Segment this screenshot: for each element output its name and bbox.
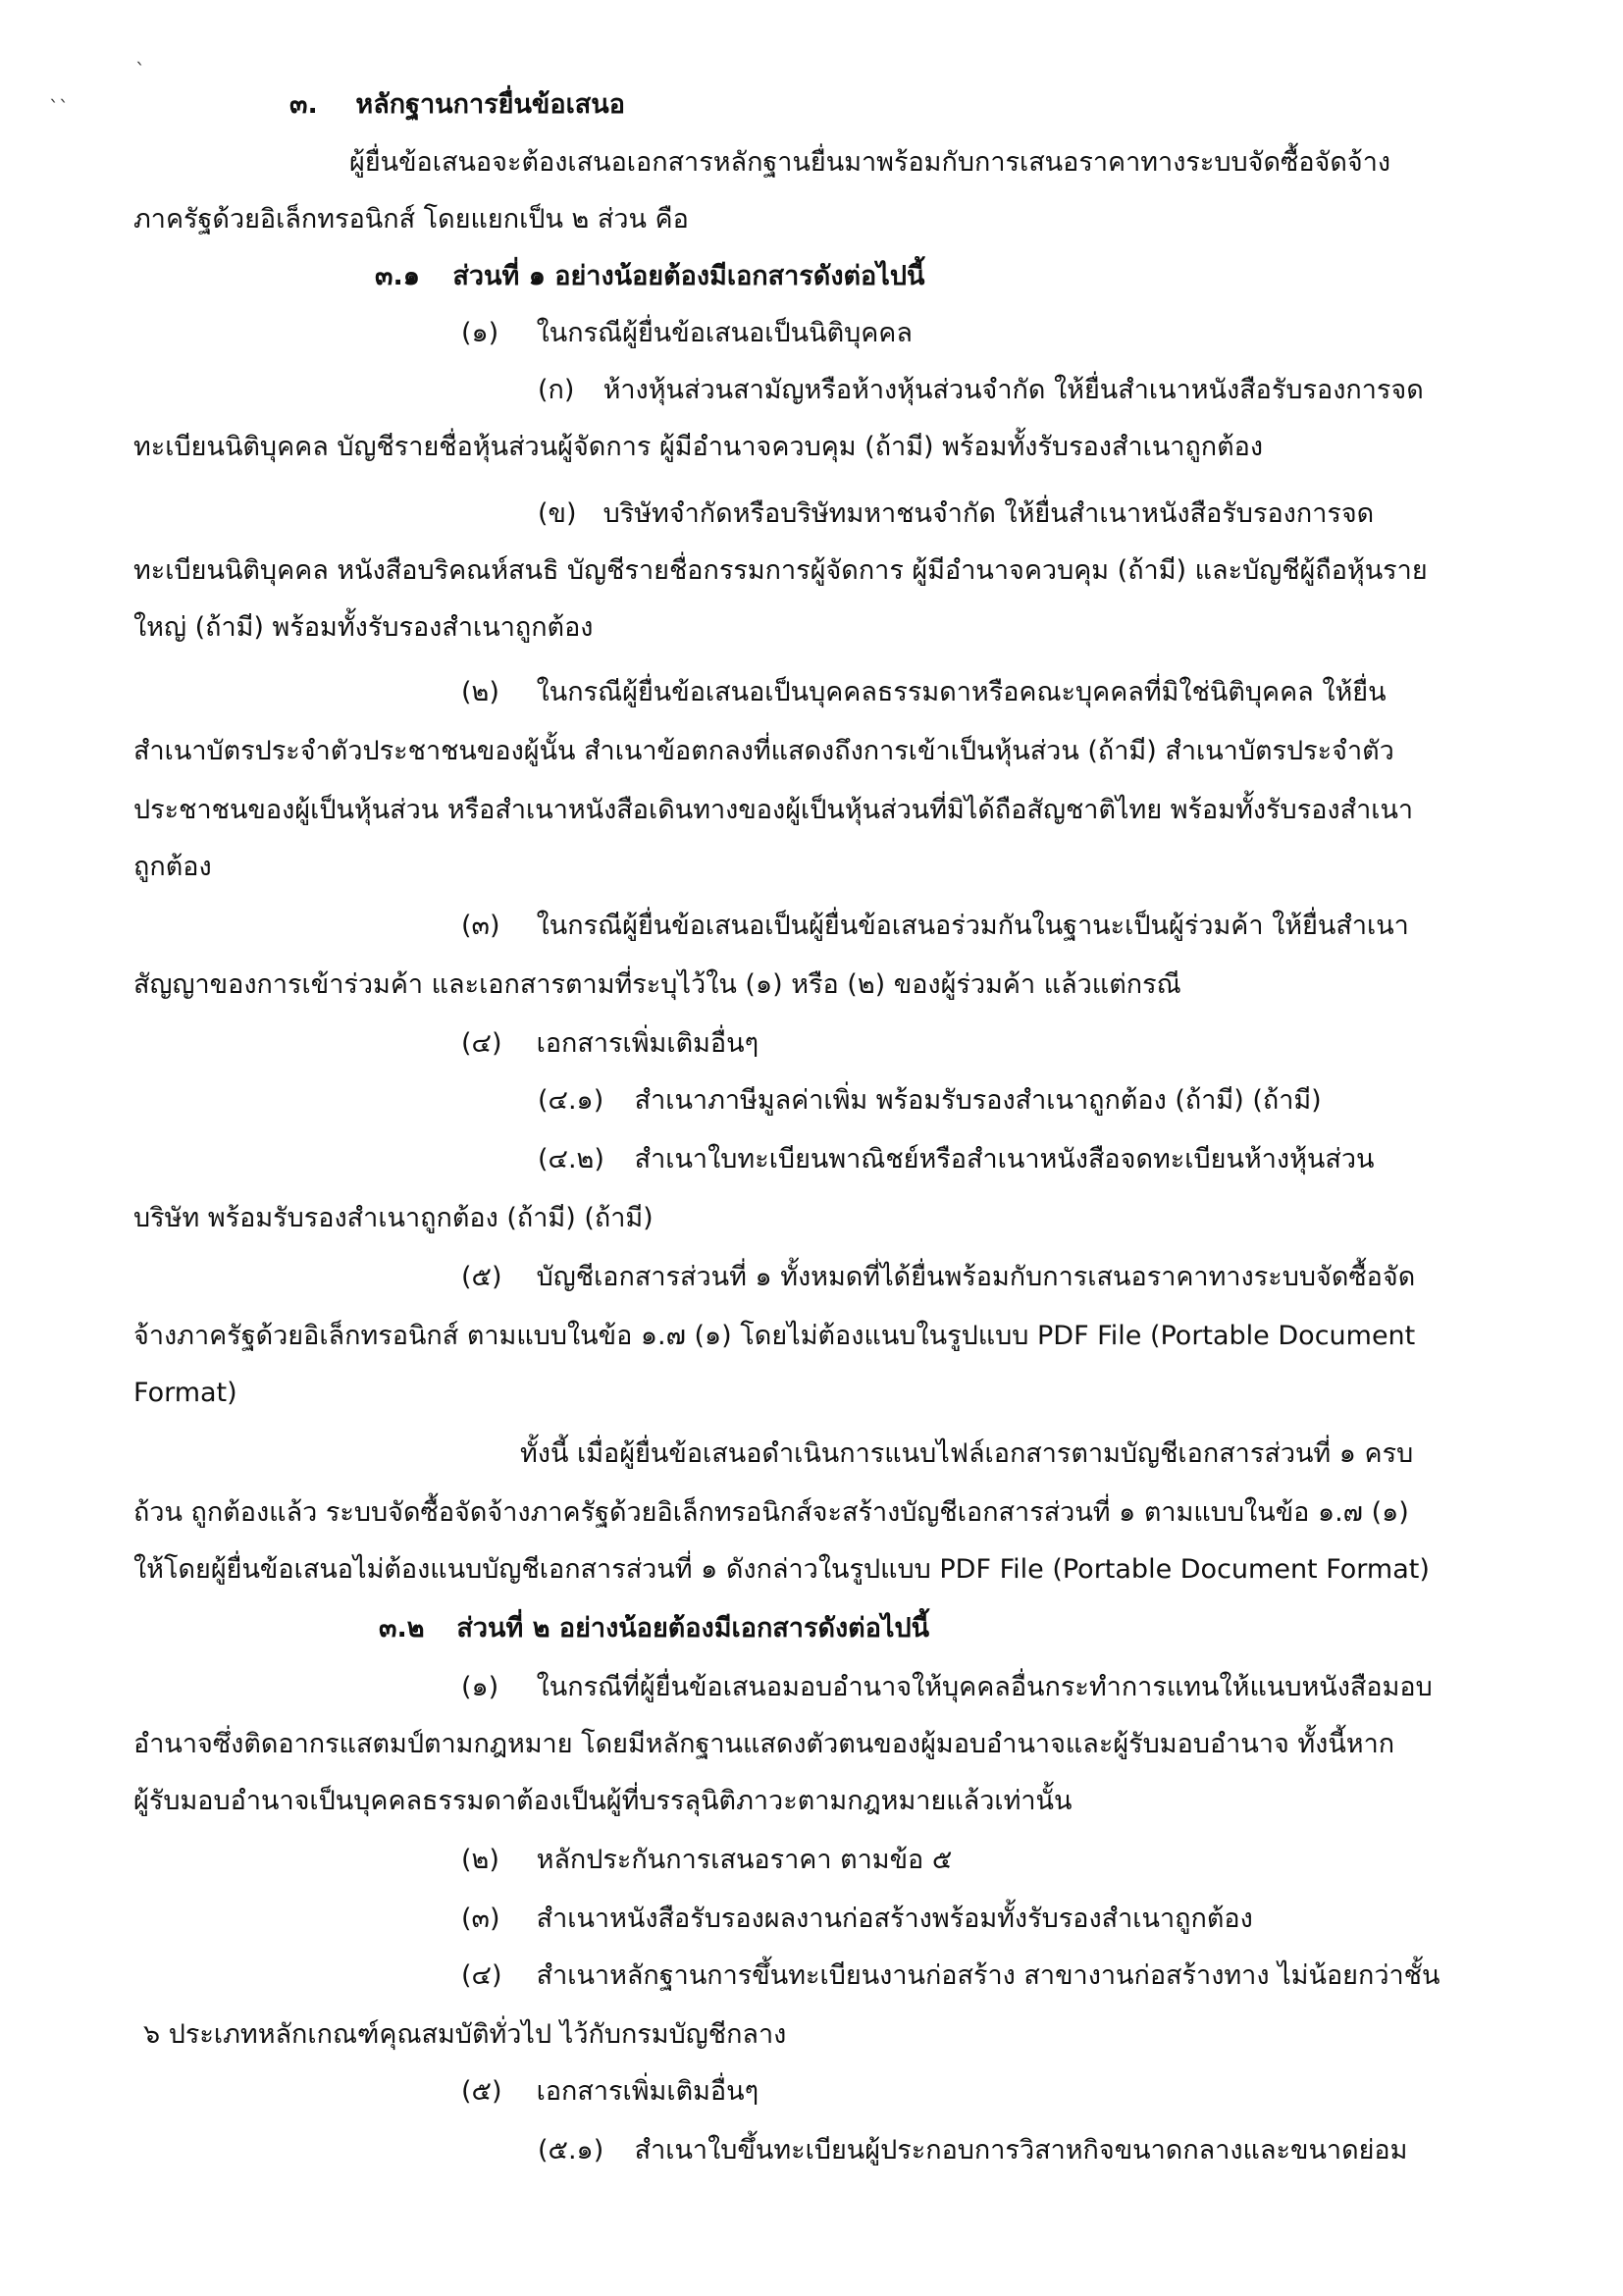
item-number: (๑) xyxy=(461,318,499,348)
item-text: สำเนาใบขึ้นทะเบียนผู้ประกอบการวิสาหกิจขนาดกลางและขนาดย่อม xyxy=(634,2135,1408,2166)
paragraph-line: ทั้งนี้ เมื่อผู้ยื่นข้อเสนอดำเนินการแนบไฟล์เอกสารตามบัญชีเอกสารส่วนที่ ๑ ครบ xyxy=(520,1438,1414,1469)
item-number: (๑) xyxy=(461,1672,499,1702)
subsection-title: ส่วนที่ ๒ อย่างน้อยต้องมีเอกสารดังต่อไปนี้ xyxy=(456,1613,930,1644)
list-item xyxy=(461,1258,1415,1297)
paragraph-line: ๖ ประเภทหลักเกณฑ์คุณสมบัติทั่วไป ไว้กับกรมบัญชีกลาง xyxy=(143,2019,787,2050)
list-item xyxy=(538,2131,1407,2170)
subsection-number: ๓.๒ xyxy=(379,1613,425,1644)
item-number: (๒) xyxy=(461,677,499,707)
item-number: (๕) xyxy=(461,2076,502,2107)
paragraph-line: ถูกต้อง xyxy=(133,852,212,882)
paragraph-line: ทะเบียนนิติบุคคล หนังสือบริคณห์สนธิ บัญชีรายชื่อกรรมการผู้จัดการ ผู้มีอำนาจควบคุม (ถ้ามี) และบัญชีผู้ถือหุ้นราย xyxy=(133,555,1428,586)
section-title: หลักฐานการยื่นข้อเสนอ xyxy=(355,89,625,120)
item-text: ห้างหุ้นส่วนสามัญหรือห้างหุ้นส่วนจำกัด ให้ยื่นสำเนาหนังสือรับรองการจด xyxy=(602,375,1424,405)
item-text: สำเนาใบทะเบียนพาณิชย์หรือสำเนาหนังสือจดทะเบียนห้างหุ้นส่วน xyxy=(634,1144,1375,1174)
paragraph-line: อำนาจซึ่งติดอากรแสตมป์ตามกฎหมาย โดยมีหลักฐานแสดงตัวตนของผู้มอบอำนาจและผู้รับมอบอำนาจ ทั้งนี้หาก xyxy=(133,1729,1395,1759)
item-text: ในกรณีผู้ยื่นข้อเสนอเป็นบุคคลธรรมดาหรือคณะบุคคลที่มิใช่นิติบุคคล ให้ยื่น xyxy=(536,677,1387,707)
paragraph-line: Format) xyxy=(133,1378,237,1408)
subsection-heading-3-2 xyxy=(379,1609,929,1648)
list-item xyxy=(538,371,1424,410)
item-number: (๔) xyxy=(461,1960,502,1991)
item-number: (๕.๑) xyxy=(538,2135,604,2166)
list-item xyxy=(538,1140,1374,1179)
paragraph-line: สำเนาบัตรประจำตัวประชาชนของผู้นั้น สำเนาข้อตกลงที่แสดงถึงการเข้าเป็นหุ้นส่วน (ถ้ามี) สำเนาบัตรประจำตัว xyxy=(133,736,1394,766)
item-text: เอกสารเพิ่มเติมอื่นๆ xyxy=(536,1028,759,1059)
item-number: (ข) xyxy=(538,498,577,529)
paragraph-line: สัญญาของการเข้าร่วมค้า และเอกสารตามที่ระบุไว้ใน (๑) หรือ (๒) ของผู้ร่วมค้า แล้วแต่กรณี xyxy=(133,969,1181,1000)
list-item xyxy=(461,1668,1433,1707)
list-item xyxy=(461,1957,1440,1996)
item-text: บัญชีเอกสารส่วนที่ ๑ ทั้งหมดที่ได้ยื่นพร้อมกับการเสนอราคาทางระบบจัดซื้อจัด xyxy=(536,1262,1416,1292)
item-number: (ก) xyxy=(538,375,575,405)
item-text: สำเนาหลักฐานการขึ้นทะเบียนงานก่อสร้าง สาขางานก่อสร้างทาง ไม่น้อยกว่าชั้น xyxy=(536,1960,1440,1991)
paragraph-line: ถ้วน ถูกต้องแล้ว ระบบจัดซื้อจัดจ้างภาครัฐด้วยอิเล็กทรอนิกส์จะสร้างบัญชีเอกสารส่วนที่ ๑ ตามแบบในข้อ ๑.๗ (๑) xyxy=(133,1497,1409,1528)
list-item xyxy=(461,2072,759,2112)
paragraph-line: บริษัท พร้อมรับรองสำเนาถูกต้อง (ถ้ามี) (ถ้ามี) xyxy=(133,1203,654,1233)
item-number: (๔) xyxy=(461,1028,502,1059)
paragraph-line: ใหญ่ (ถ้ามี) พร้อมทั้งรับรองสำเนาถูกต้อง xyxy=(133,612,594,643)
item-number: (๓) xyxy=(461,911,500,941)
list-item xyxy=(461,673,1387,712)
list-item xyxy=(538,1081,1322,1121)
item-text: เอกสารเพิ่มเติมอื่นๆ xyxy=(536,2076,759,2107)
list-item xyxy=(461,1841,952,1880)
item-number: (๔.๑) xyxy=(538,1085,604,1116)
paragraph-line: ประชาชนของผู้เป็นหุ้นส่วน หรือสำเนาหนังสือเดินทางของผู้เป็นหุ้นส่วนที่มิได้ถือสัญชาติไทย พร้อมทั้งรับรองสำเนา xyxy=(133,795,1414,825)
subsection-title: ส่วนที่ ๑ อย่างน้อยต้องมีเอกสารดังต่อไปนี้ xyxy=(452,261,925,291)
paragraph-line: ทะเบียนนิติบุคคล บัญชีรายชื่อหุ้นส่วนผู้จัดการ ผู้มีอำนาจควบคุม (ถ้ามี) พร้อมทั้งรับรองสำเนาถูกต้อง xyxy=(133,432,1264,462)
paragraph-line: ผู้ยื่นข้อเสนอจะต้องเสนอเอกสารหลักฐานยื่นมาพร้อมกับการเสนอราคาทางระบบจัดซื้อจัดจ้าง xyxy=(349,147,1391,178)
item-text: ในกรณีที่ผู้ยื่นข้อเสนอมอบอำนาจให้บุคคลอื่นกระทำการแทนให้แนบหนังสือมอบ xyxy=(536,1672,1433,1702)
list-item xyxy=(461,1900,1253,1939)
list-item xyxy=(461,314,913,353)
paragraph-line: ให้โดยผู้ยื่นข้อเสนอไม่ต้องแนบบัญชีเอกสารส่วนที่ ๑ ดังกล่าวในรูปแบบ PDF File (Portable Document Format) xyxy=(133,1554,1430,1585)
section-number: ๓. xyxy=(289,89,318,120)
item-text: บริษัทจำกัดหรือบริษัทมหาชนจำกัด ให้ยื่นสำเนาหนังสือรับรองการจด xyxy=(602,498,1375,529)
item-text: ในกรณีผู้ยื่นข้อเสนอเป็นนิติบุคคล xyxy=(536,318,913,348)
item-number: (๕) xyxy=(461,1262,502,1292)
scan-speck: `` xyxy=(49,96,69,120)
item-number: (๔.๒) xyxy=(538,1144,604,1174)
item-number: (๓) xyxy=(461,1904,500,1934)
list-item xyxy=(538,495,1374,534)
scan-speck: ` xyxy=(135,59,145,82)
item-number: (๒) xyxy=(461,1845,499,1875)
section-heading-3 xyxy=(289,85,625,125)
item-text: สำเนาหนังสือรับรองผลงานก่อสร้างพร้อมทั้งรับรองสำเนาถูกต้อง xyxy=(536,1904,1253,1934)
paragraph-line: ผู้รับมอบอำนาจเป็นบุคคลธรรมดาต้องเป็นผู้ที่บรรลุนิติภาวะตามกฎหมายแล้วเท่านั้น xyxy=(133,1786,1073,1816)
subsection-number: ๓.๑ xyxy=(375,261,420,291)
list-item xyxy=(461,1024,759,1064)
subsection-heading-3-1 xyxy=(375,257,924,296)
item-text: ในกรณีผู้ยื่นข้อเสนอเป็นผู้ยื่นข้อเสนอร่วมกันในฐานะเป็นผู้ร่วมค้า ให้ยื่นสำเนา xyxy=(536,911,1409,941)
item-text: หลักประกันการเสนอราคา ตามข้อ ๕ xyxy=(536,1845,953,1875)
item-text: สำเนาภาษีมูลค่าเพิ่ม พร้อมรับรองสำเนาถูกต้อง (ถ้ามี) (ถ้ามี) xyxy=(634,1085,1322,1116)
list-item xyxy=(461,907,1409,946)
paragraph-line: จ้างภาครัฐด้วยอิเล็กทรอนิกส์ ตามแบบในข้อ ๑.๗ (๑) โดยไม่ต้องแนบในรูปแบบ PDF File (Portable Document xyxy=(133,1321,1416,1351)
paragraph-line: ภาครัฐด้วยอิเล็กทรอนิกส์ โดยแยกเป็น ๒ ส่วน คือ xyxy=(133,204,689,235)
